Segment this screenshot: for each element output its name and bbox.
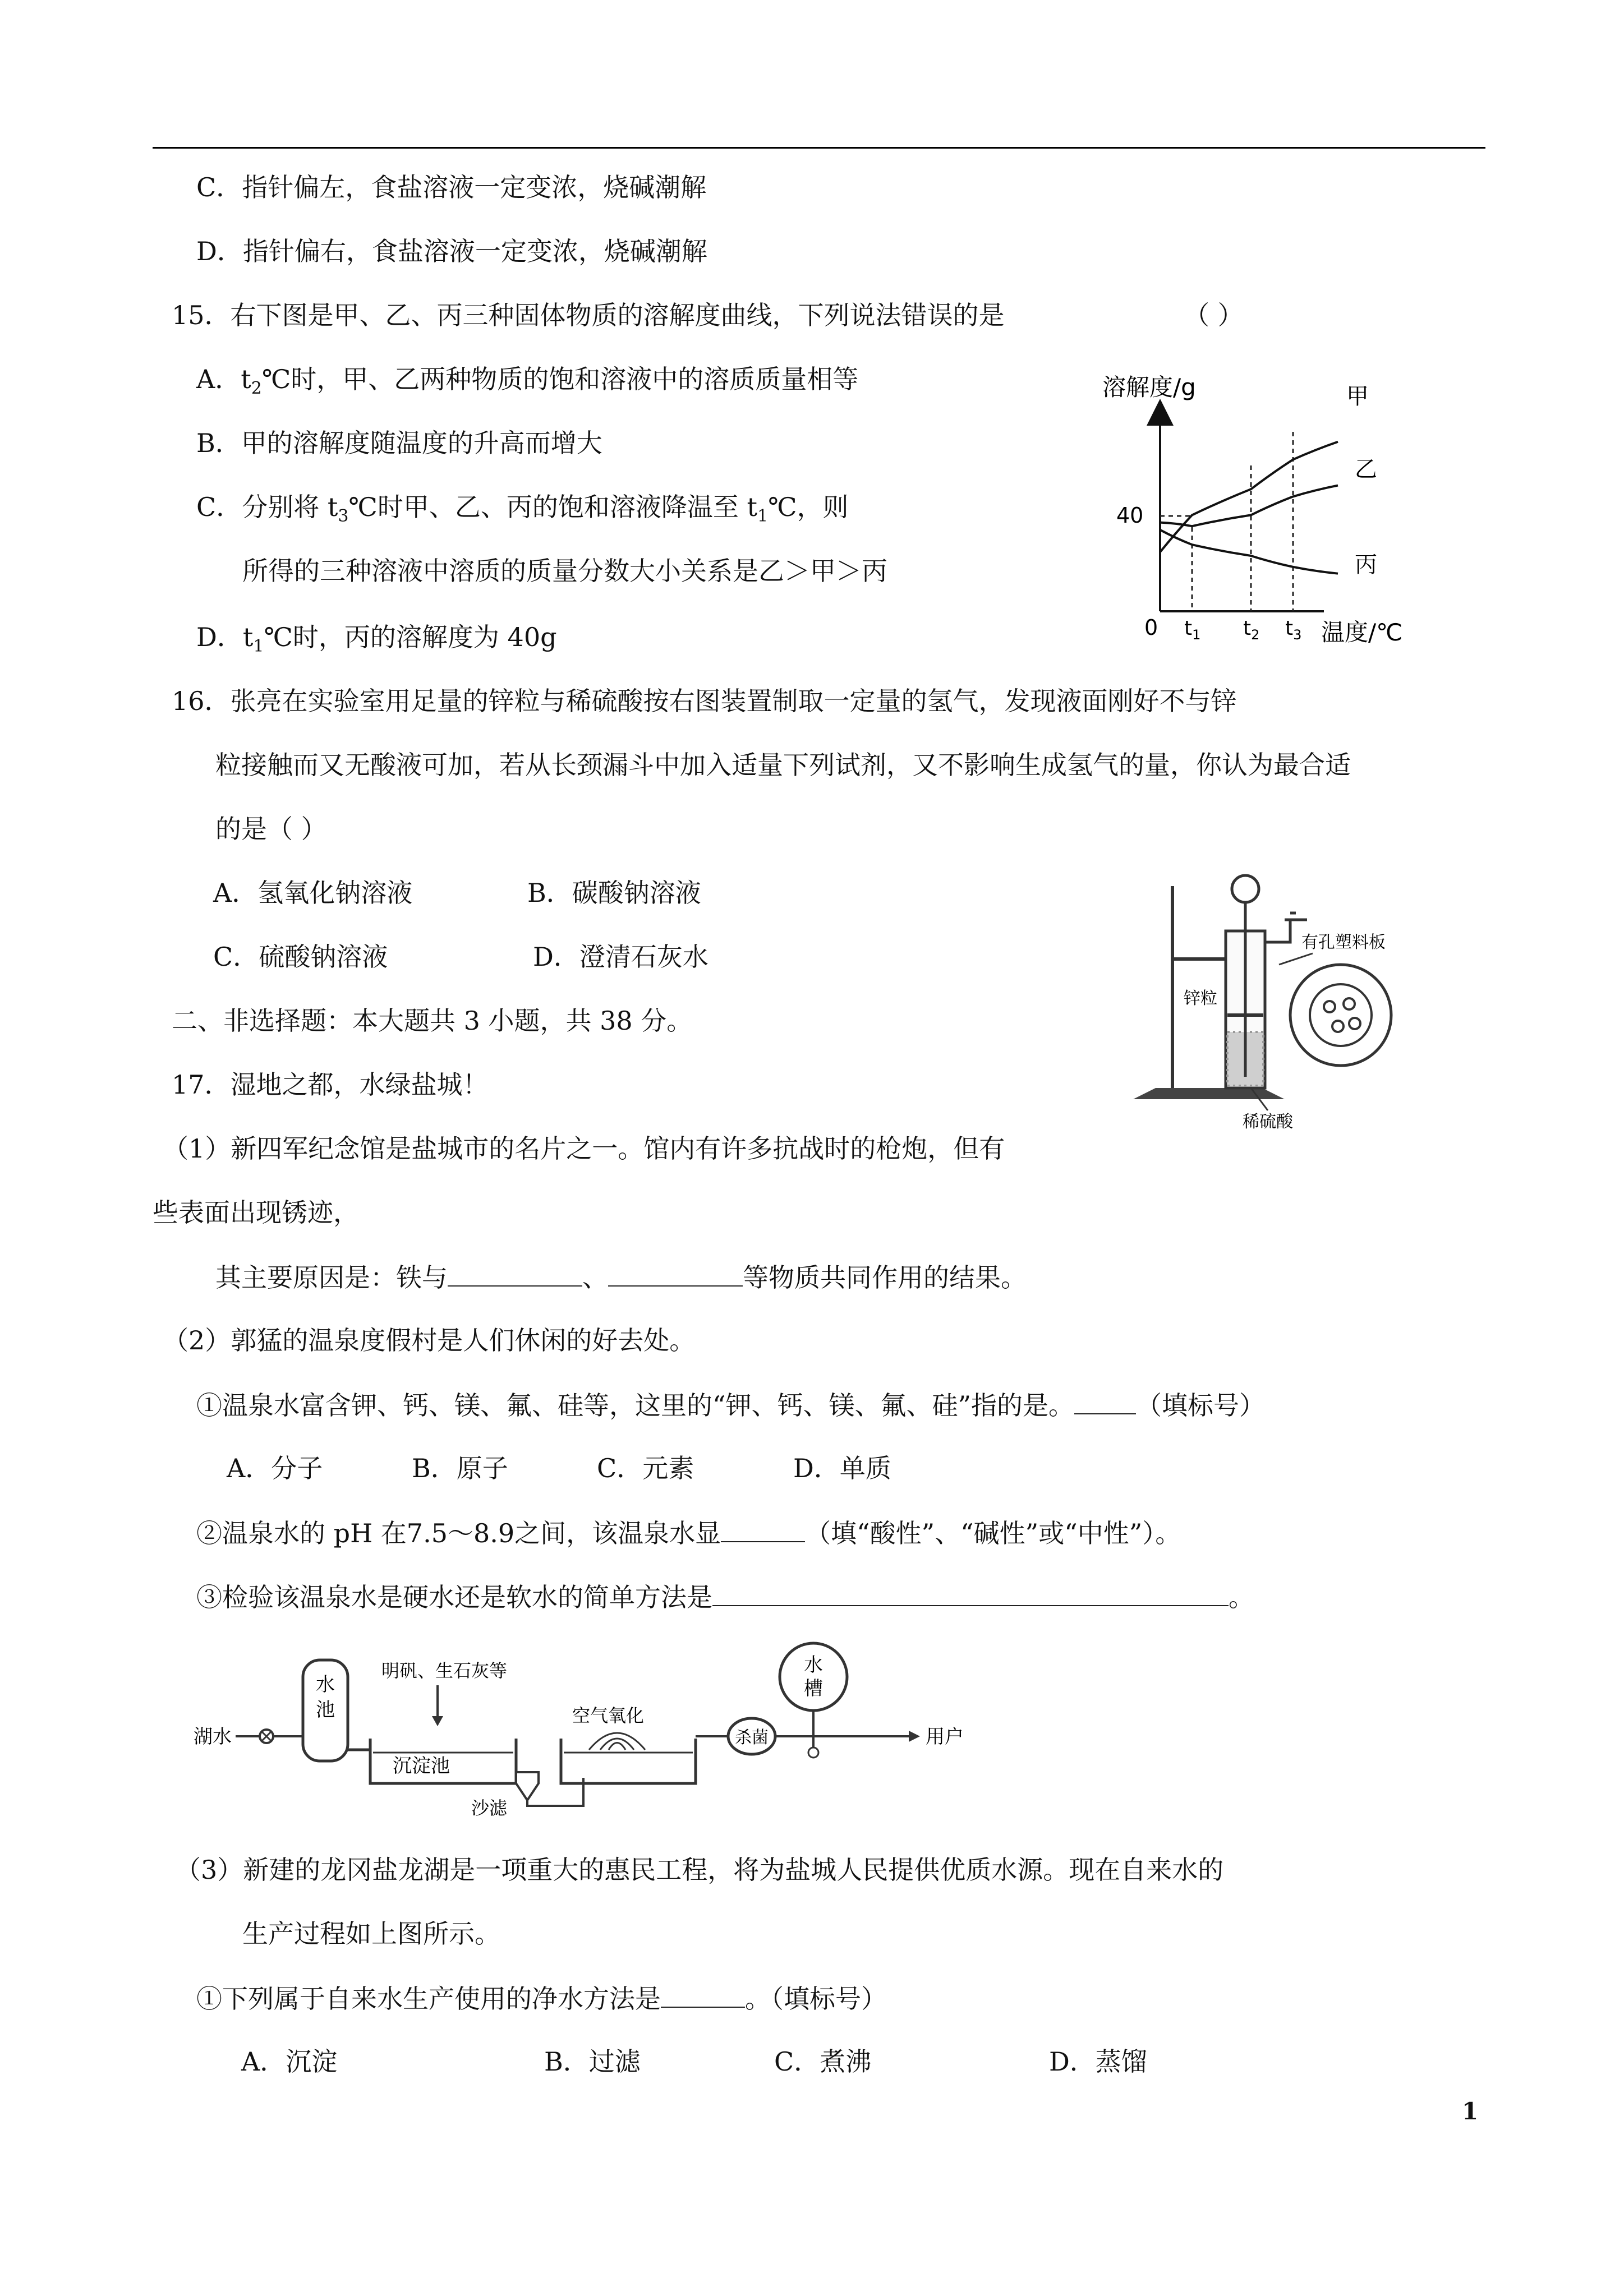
air-oxidation-label: 空气氧化 — [572, 1705, 645, 1726]
sand-label: 沙滤 — [471, 1797, 508, 1819]
option-a: A．分子 — [227, 1453, 323, 1483]
curve-甲 — [1160, 442, 1338, 552]
option-c: C．煮沸 — [774, 2046, 872, 2077]
x-tick-t1: $t_1$ — [1184, 617, 1201, 643]
tank-label-1: 水 — [804, 1654, 823, 1676]
user-label: 用户 — [926, 1726, 964, 1748]
answer-blank[interactable] — [661, 1981, 745, 2008]
solubility-chart — [1099, 359, 1414, 656]
option-d: D．单质 — [793, 1453, 891, 1483]
curve-label-甲: 甲 — [1346, 384, 1369, 409]
curve-labels — [1346, 384, 1377, 578]
curves — [1160, 442, 1338, 574]
option-b: B．过滤 — [544, 2046, 641, 2077]
option-16c: C．硫酸钠溶液 — [213, 942, 388, 972]
q17-part1-line1: （1）新四军纪念馆是盐城市的名片之一。馆内有许多抗战时的枪炮，但有 — [163, 1133, 1005, 1164]
option-15c-cont: 所得的三种溶液中溶质的质量分数大小关系是乙＞甲＞丙 — [242, 556, 887, 586]
question-16-line1: 16．张亮在实验室用足量的锌粒与稀硫酸按右图装置制取一定量的氢气，发现液面刚好不与锌 — [172, 686, 1237, 716]
outlet-tube — [1265, 920, 1290, 942]
option-16a: A．氢氧化钠溶液 — [213, 878, 413, 908]
sand-filter — [516, 1772, 539, 1800]
lake-label: 湖水 — [194, 1726, 232, 1748]
answer-blank[interactable] — [608, 1260, 743, 1287]
water-tower — [780, 1643, 847, 1711]
stand-base — [1133, 1088, 1285, 1099]
oxidation-tank — [561, 1739, 696, 1783]
plate-label: 有孔塑料板 — [1301, 933, 1386, 952]
option-15b: B．甲的溶解度随温度的升高而增大 — [196, 428, 602, 458]
answer-blank[interactable] — [448, 1260, 582, 1287]
water-treatment-flow-diagram — [191, 1638, 1032, 1828]
curve-label-乙: 乙 — [1355, 457, 1377, 482]
answer-blank[interactable] — [1074, 1387, 1136, 1414]
valve-icon — [808, 1748, 818, 1758]
x-axis-label: 温度/℃ — [1321, 619, 1403, 646]
y-tick-40: 40 — [1116, 503, 1144, 528]
curve-丙 — [1160, 530, 1338, 574]
q17-part3-line2: 生产过程如上图所示。 — [242, 1919, 500, 1949]
tank-label-2: 槽 — [804, 1677, 823, 1700]
x-tick-t3: $t_3$ — [1285, 617, 1302, 643]
option-d: D．蒸馏 — [1049, 2046, 1147, 2077]
header-rule — [153, 147, 1485, 149]
option-c: C．元素 — [597, 1453, 694, 1483]
curve-label-丙: 丙 — [1355, 552, 1377, 578]
q17-part3-line1: （3）新建的龙冈盐龙湖是一项重大的惠民工程，将为盐城人民提供优质水源。现在自来水的 — [175, 1855, 1224, 1885]
answer-blank[interactable] — [721, 1515, 805, 1542]
option-b: B．原子 — [412, 1453, 508, 1483]
option-14d: D．指针偏右，食盐溶液一定变浓，烧碱潮解 — [196, 236, 707, 266]
pool-label-1: 水 — [316, 1673, 335, 1696]
page-number: 1 — [1462, 2097, 1479, 2125]
question-17: 17．湿地之都，水绿盐城！ — [172, 1069, 489, 1100]
question-16-line3: 的是（ ） — [215, 814, 327, 844]
option-15d: D．$t_1℃$时，丙的溶解度为 40g — [196, 622, 557, 657]
option-15c: C．分别将 $t_3℃$时甲、乙、丙的饱和溶液降温至 $t_1℃$，则 — [196, 492, 849, 527]
settle-label: 沉淀池 — [393, 1755, 450, 1777]
q17-part3-a: ①下列属于自来水生产使用的净水方法是 。（填标号） — [196, 1981, 887, 2016]
y-axis-label: 溶解度/g — [1102, 374, 1196, 401]
q17-part3-options — [241, 2045, 1147, 2078]
q17-part2-b: ②温泉水的 pH 在7.5～8.9之间，该温泉水显 （填“酸性”、“碱性”或“中性”）。 — [196, 1515, 1181, 1550]
section-2-heading: 二、非选择题：本大题共 3 小题，共 38 分。 — [172, 1006, 693, 1036]
option-15a: A．$t_2℃$时，甲、乙两种物质的饱和溶液中的溶质质量相等 — [196, 364, 859, 399]
answer-blank[interactable] — [712, 1579, 1229, 1606]
pool-label-2: 池 — [316, 1699, 335, 1721]
q17-part2-options — [227, 1451, 891, 1485]
q17-part1-line3: 其主要原因是：铁与 、 等物质共同作用的结果。 — [215, 1260, 1027, 1294]
funnel-bulb — [1232, 875, 1259, 902]
additive-label: 明矾、生石灰等 — [381, 1660, 508, 1681]
option-a: A．沉淀 — [241, 2046, 338, 2077]
sterilize-label: 杀菌 — [735, 1728, 769, 1748]
hydrogen-apparatus-figure — [1122, 864, 1459, 1144]
question-15: 15．右下图是甲、乙、丙三种固体物质的溶解度曲线，下列说法错误的是 — [172, 300, 1005, 330]
q17-part2-c: ③检验该温泉水是硬水还是软水的简单方法是 。 — [196, 1579, 1254, 1614]
option-16b: B．碳酸钠溶液 — [527, 878, 701, 908]
origin-label: 0 — [1144, 615, 1158, 640]
q17-part2-a: ①温泉水富含钾、钙、镁、氟、硅等，这里的“钾、钙、镁、氟、硅”指的是。 （填标号） — [196, 1387, 1265, 1422]
q17-part2: （2）郭猛的温泉度假村是人们休闲的好去处。 — [163, 1325, 696, 1356]
answer-paren-15: （ ） — [1184, 300, 1244, 330]
option-14c: C．指针偏左，食盐溶液一定变浓，烧碱潮解 — [196, 172, 707, 202]
q17-part1-line2: 些表面出现锈迹， — [153, 1197, 359, 1228]
question-16-line2: 粒接触而又无酸液可加，若从长颈漏斗中加入适量下列试剂，又不影响生成氢气的量，你认为最合适 — [215, 750, 1351, 780]
option-16d: D．澄清石灰水 — [533, 942, 709, 972]
x-ticks — [1184, 617, 1301, 643]
x-tick-t2: $t_2$ — [1243, 617, 1260, 643]
guide-lines — [1160, 432, 1293, 611]
zinc-label: 锌粒 — [1184, 989, 1217, 1008]
arrow-icon — [909, 1731, 920, 1742]
acid-label: 稀硫酸 — [1243, 1112, 1293, 1132]
spray-icon — [589, 1733, 645, 1750]
